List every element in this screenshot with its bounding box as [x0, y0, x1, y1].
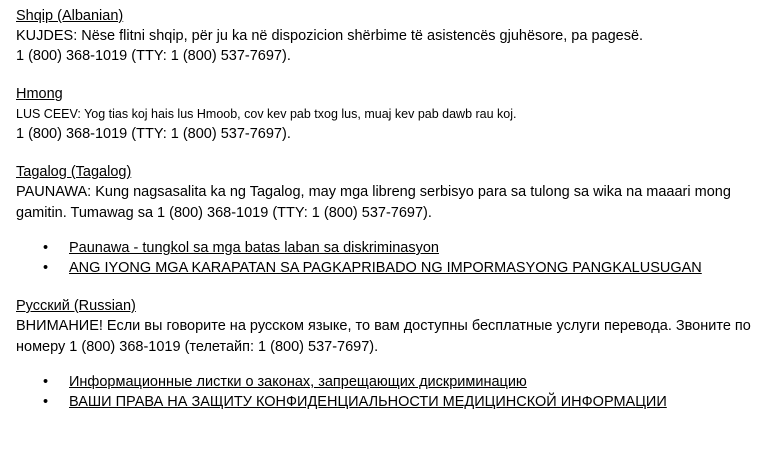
notice-text: KUJDES: Nëse flitni shqip, për ju ka në dispozicion shërbime të asistencës gjuhësore, pa pagesë. [16, 28, 644, 44]
document-link-list [16, 238, 761, 278]
privacy-rights-link[interactable]: ANG IYONG MGA KARAPATAN SA PAGKAPRIBADO NG IMPORMASYONG PANGKALUSUGAN [69, 260, 702, 276]
list-item [16, 238, 761, 258]
section-heading: Shqip (Albanian) [16, 8, 124, 24]
language-assistance-page [16, 6, 761, 430]
section-russian [16, 296, 761, 412]
list-item [16, 258, 761, 278]
notice-text: ВНИМАНИЕ! Если вы говорите на русском языке, то вам доступны бесплатные услуги перевода. Звоните по номеру 1 (800) 368-1019 (телетайп: 1 (800) 537-7697). [16, 318, 751, 355]
notice-text: PAUNAWA: Kung nagsasalita ka ng Tagalog, may mga libreng serbisyo para sa tulong sa wika na maaari mong gamitin. Tumawag sa 1 (800) 368-1019 (TTY: 1 (800) 537-7697). [16, 184, 731, 221]
list-item [16, 392, 761, 412]
bullet-icon: • [43, 374, 49, 390]
section-heading: Tagalog (Tagalog) [16, 164, 132, 180]
phone-text: 1 (800) 368-1019 (TTY: 1 (800) 537-7697). [16, 126, 291, 142]
bullet-icon: • [43, 260, 49, 276]
nondiscrimination-notice-link[interactable]: Информационные листки о законах, запрещающих дискриминацию [69, 374, 527, 390]
section-heading: Русский (Russian) [16, 298, 136, 314]
section-tagalog [16, 162, 761, 278]
bullet-icon: • [43, 240, 49, 256]
privacy-rights-link[interactable]: ВАШИ ПРАВА НА ЗАЩИТУ КОНФИДЕНЦИАЛЬНОСТИ МЕДИЦИНСКОЙ ИНФОРМАЦИИ [69, 394, 667, 410]
section-hmong [16, 84, 761, 144]
notice-text: LUS CEEV: Yog tias koj hais lus Hmoob, cov kev pab txog lus, muaj kev pab dawb rau koj. [16, 107, 517, 121]
phone-text: 1 (800) 368-1019 (TTY: 1 (800) 537-7697). [16, 48, 291, 64]
section-albanian [16, 6, 761, 66]
document-link-list [16, 372, 761, 412]
bullet-icon: • [43, 394, 49, 410]
list-item [16, 372, 761, 392]
section-heading: Hmong [16, 86, 63, 102]
nondiscrimination-notice-link[interactable]: Paunawa - tungkol sa mga batas laban sa diskriminasyon [69, 240, 439, 256]
